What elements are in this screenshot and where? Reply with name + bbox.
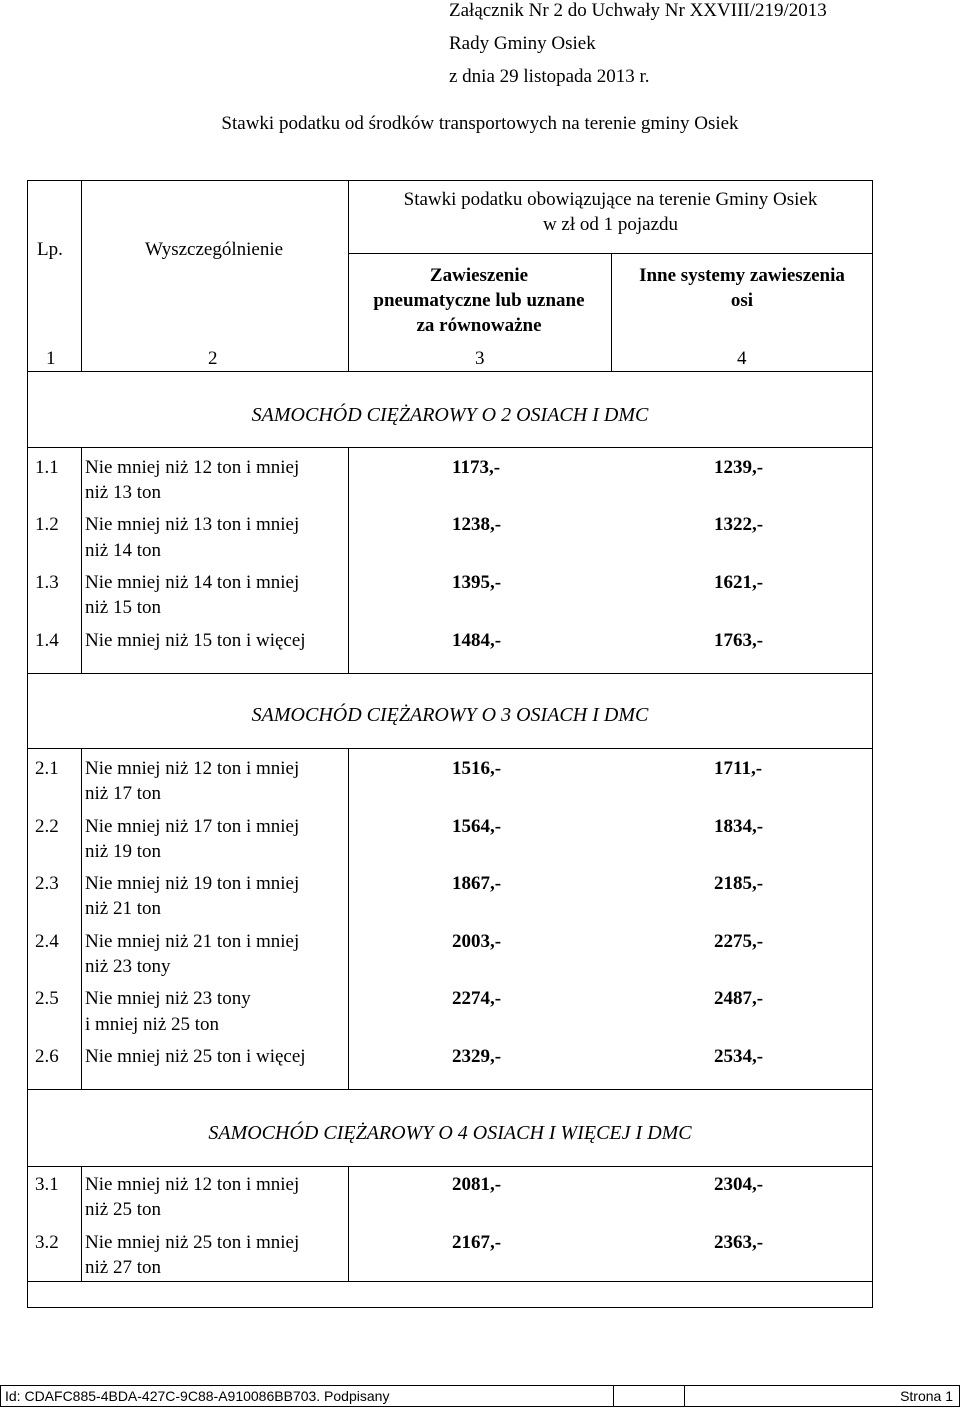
rate-pneumatic: 1173,- — [452, 457, 501, 478]
rate-other: 2534,- — [714, 1046, 764, 1067]
rate-other: 1322,- — [714, 514, 764, 535]
header-wyszczegolnienie: Wyszczególnienie — [144, 239, 284, 260]
attachment-header-line3: z dnia 29 listopada 2013 r. — [449, 66, 650, 87]
row-desc: i mniej niż 25 ton — [85, 1014, 220, 1035]
col-number-2: 2 — [208, 348, 218, 369]
header-stawki-line1: Stawki podatku obowiązujące na terenie Gminy Osiek — [403, 189, 818, 210]
divider — [348, 447, 349, 673]
row-desc: Nie mniej niż 15 ton i więcej — [85, 630, 306, 651]
divider — [28, 1166, 873, 1167]
row-desc: niż 14 ton — [85, 540, 161, 561]
row-desc: Nie mniej niż 13 ton i mniej — [85, 514, 300, 535]
rate-pneumatic: 2329,- — [452, 1046, 502, 1067]
rate-other: 2363,- — [714, 1232, 764, 1253]
row-desc: niż 13 ton — [85, 482, 161, 503]
row-desc: niż 21 ton — [85, 898, 161, 919]
divider — [81, 181, 82, 371]
divider — [28, 673, 873, 674]
attachment-header-line1: Załącznik Nr 2 do Uchwały Nr XXVIII/219/2013 — [449, 0, 827, 21]
divider — [81, 447, 82, 673]
row-lp: 1.4 — [35, 630, 59, 651]
row-lp: 2.5 — [35, 988, 59, 1009]
row-desc: niż 25 ton — [85, 1199, 161, 1220]
rate-other: 1763,- — [714, 630, 764, 651]
row-desc: Nie mniej niż 12 ton i mniej — [85, 758, 300, 779]
rate-pneumatic: 1516,- — [452, 758, 502, 779]
divider — [348, 1166, 349, 1281]
divider — [28, 748, 873, 749]
rate-pneumatic: 1484,- — [452, 630, 502, 651]
divider — [348, 748, 349, 1089]
rate-other: 1711,- — [714, 758, 763, 779]
section-title: SAMOCHÓD CIĘŻAROWY O 4 OSIACH I WIĘCEJ I DMC — [208, 1122, 692, 1144]
divider — [28, 1089, 873, 1090]
rate-pneumatic: 1867,- — [452, 873, 502, 894]
page-number: Strona 1 — [900, 1388, 953, 1404]
document-footer — [0, 1385, 960, 1407]
rate-pneumatic: 2081,- — [452, 1174, 502, 1195]
rate-other: 2185,- — [714, 873, 764, 894]
row-lp: 2.4 — [35, 931, 59, 952]
header-other-line1: Inne systemy zawieszenia — [639, 265, 845, 286]
row-desc: Nie mniej niż 12 ton i mniej — [85, 457, 300, 478]
rate-pneumatic: 2167,- — [452, 1232, 502, 1253]
section-title: SAMOCHÓD CIĘŻAROWY O 3 OSIACH I DMC — [251, 704, 649, 726]
row-desc: niż 23 tony — [85, 956, 171, 977]
row-lp: 1.2 — [35, 514, 59, 535]
row-desc: Nie mniej niż 21 ton i mniej — [85, 931, 300, 952]
row-lp: 3.1 — [35, 1174, 59, 1195]
rate-other: 1621,- — [714, 572, 764, 593]
document-id: Id: CDAFC885-4BDA-427C-9C88-A910086BB703. Podpisany — [5, 1388, 390, 1404]
rate-pneumatic: 1564,- — [452, 816, 502, 837]
divider — [28, 1281, 873, 1282]
row-desc: Nie mniej niż 14 ton i mniej — [85, 572, 300, 593]
header-other-line2: osi — [730, 290, 754, 311]
row-lp: 3.2 — [35, 1232, 59, 1253]
row-lp: 2.3 — [35, 873, 59, 894]
col-number-3: 3 — [475, 348, 485, 369]
rate-pneumatic: 1395,- — [452, 572, 502, 593]
divider — [28, 371, 873, 372]
row-lp: 2.2 — [35, 816, 59, 837]
page-title: Stawki podatku od środków transportowych na terenie gminy Osiek — [221, 113, 739, 134]
rate-pneumatic: 1238,- — [452, 514, 502, 535]
row-desc: Nie mniej niż 25 ton i mniej — [85, 1232, 300, 1253]
attachment-header-line2: Rady Gminy Osiek — [449, 33, 596, 54]
row-desc: niż 19 ton — [85, 841, 161, 862]
row-desc: Nie mniej niż 25 ton i więcej — [85, 1046, 306, 1067]
rate-other: 1834,- — [714, 816, 764, 837]
divider — [613, 1386, 614, 1406]
row-desc: Nie mniej niż 12 ton i mniej — [85, 1174, 300, 1195]
row-desc: niż 15 ton — [85, 597, 161, 618]
row-desc: Nie mniej niż 23 tony — [85, 988, 251, 1009]
row-lp: 2.6 — [35, 1046, 59, 1067]
header-pneumatic-line2: pneumatyczne lub uznane — [373, 290, 585, 311]
rate-other: 2487,- — [714, 988, 764, 1009]
row-lp: 1.3 — [35, 572, 59, 593]
row-desc: Nie mniej niż 17 ton i mniej — [85, 816, 300, 837]
col-number-4: 4 — [737, 348, 747, 369]
divider — [684, 1386, 685, 1406]
row-lp: 1.1 — [35, 457, 59, 478]
rate-pneumatic: 2274,- — [452, 988, 502, 1009]
row-desc: niż 17 ton — [85, 783, 161, 804]
header-stawki-line2: w zł od 1 pojazdu — [542, 214, 679, 235]
rate-other: 2304,- — [714, 1174, 764, 1195]
row-lp: 2.1 — [35, 758, 59, 779]
divider — [81, 748, 82, 1089]
rate-pneumatic: 2003,- — [452, 931, 502, 952]
row-desc: niż 27 ton — [85, 1257, 161, 1278]
divider — [28, 447, 873, 448]
header-pneumatic-line1: Zawieszenie — [429, 265, 529, 286]
col-number-1: 1 — [46, 348, 56, 369]
section-title: SAMOCHÓD CIĘŻAROWY O 2 OSIACH I DMC — [251, 404, 649, 426]
rate-other: 2275,- — [714, 931, 764, 952]
header-lp: Lp. — [37, 239, 63, 260]
divider — [81, 1166, 82, 1281]
row-desc: Nie mniej niż 19 ton i mniej — [85, 873, 300, 894]
rate-other: 1239,- — [714, 457, 764, 478]
header-pneumatic-line3: za równoważne — [416, 315, 542, 336]
